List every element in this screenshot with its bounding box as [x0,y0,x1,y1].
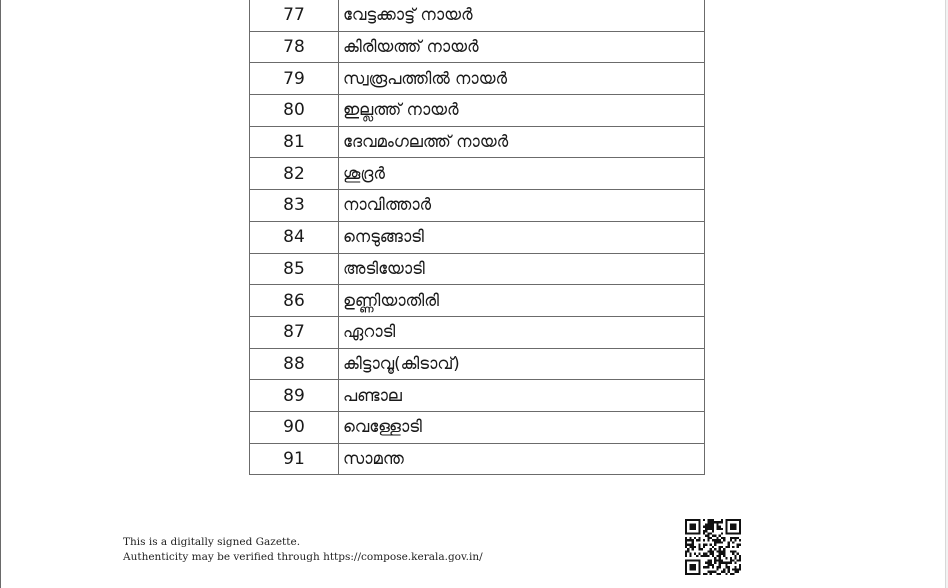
caste-name: ശൂദ്രർ [339,158,705,190]
table-row [250,63,705,95]
qr-code-icon [685,519,741,575]
caste-name: വെള്ളോടി [339,411,705,443]
table-row [250,253,705,285]
signature-note-line-2: Authenticity may be verified through https://compose.kerala.gov.in/ [123,551,483,563]
row-number: 80 [250,95,339,127]
caste-name: ഉണ്ണിയാതിരി [339,285,705,317]
digital-signature-note [123,535,483,565]
row-number: 82 [250,158,339,190]
row-number: 83 [250,190,339,222]
caste-name: പണ്ടാല [339,380,705,412]
row-number: 87 [250,316,339,348]
caste-list-table [249,0,705,475]
row-number: 77 [250,0,339,31]
table-row [250,443,705,475]
row-number: 78 [250,31,339,63]
row-number: 91 [250,443,339,475]
caste-name: കിട്ടാവൂ(കിടാവ്) [339,348,705,380]
caste-name: സ്വരൂപത്തിൽ നായർ [339,63,705,95]
caste-name: സാമന്ത [339,443,705,475]
signature-note-line-1: This is a digitally signed Gazette. [123,536,301,548]
row-number: 86 [250,285,339,317]
table-row [250,190,705,222]
table-row [250,348,705,380]
table-row [250,126,705,158]
table-row [250,285,705,317]
caste-name: ദേവമംഗലത്ത് നായർ [339,126,705,158]
caste-name: വേട്ടക്കാട്ട് നായർ [339,0,705,31]
table-row [250,316,705,348]
row-number: 79 [250,63,339,95]
table-row [250,31,705,63]
caste-name: നെടുങ്ങാടി [339,221,705,253]
table-row [250,221,705,253]
row-number: 84 [250,221,339,253]
row-number: 89 [250,380,339,412]
caste-name: കിരിയത്ത് നായർ [339,31,705,63]
row-number: 88 [250,348,339,380]
row-number: 90 [250,411,339,443]
caste-name: ഇല്ലത്ത് നായർ [339,95,705,127]
caste-name: അടിയോടി [339,253,705,285]
caste-name: ഏറാടി [339,316,705,348]
table-row [250,380,705,412]
row-number: 85 [250,253,339,285]
table-row [250,95,705,127]
caste-list-body [250,0,705,475]
table-row [250,158,705,190]
table-row [250,0,705,31]
row-number: 81 [250,126,339,158]
table-row [250,411,705,443]
caste-name: നാവിത്താർ [339,190,705,222]
